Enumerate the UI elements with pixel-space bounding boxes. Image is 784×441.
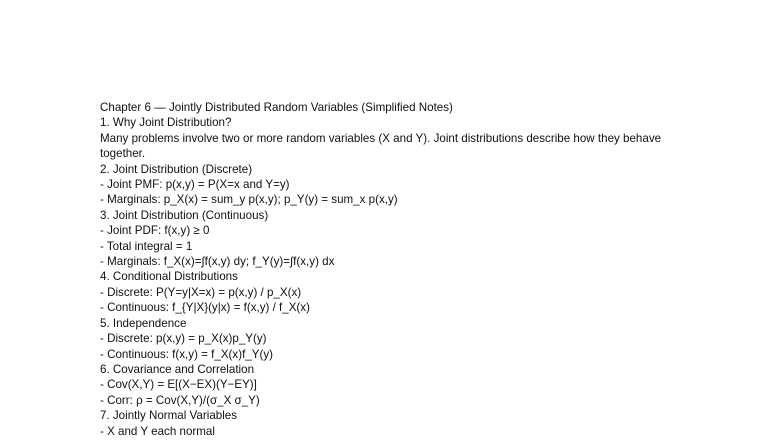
section-heading: 3. Joint Distribution (Continuous) <box>100 208 269 222</box>
list-item: - Discrete: p(x,y) = p_X(x)p_Y(y) <box>100 332 267 346</box>
list-item: - Continuous: f_{Y|X}(y|x) = f(x,y) / f_X(x) <box>100 301 310 315</box>
list-item: - Discrete: P(Y=y|X=x) = p(x,y) / p_X(x) <box>100 285 302 299</box>
section-paragraph: Many problems involve two or more random variables (X and Y). Joint distributions describe how they behave together. <box>100 131 662 161</box>
list-item: - X and Y each normal <box>100 424 215 438</box>
list-item: - Marginals: f_X(x)=∫f(x,y) dy; f_Y(y)=∫f(x,y) dx <box>100 255 335 269</box>
list-item: - Corr: ρ = Cov(X,Y)/(σ_X σ_Y) <box>100 393 260 407</box>
section-heading: 5. Independence <box>100 316 187 330</box>
list-item: - Cov(X,Y) = E[(X−EX)(Y−EY)] <box>100 378 257 392</box>
section-heading: 6. Covariance and Correlation <box>100 362 255 376</box>
notes-content <box>100 100 700 439</box>
section-heading: 1. Why Joint Distribution? <box>100 116 232 130</box>
document-title: Chapter 6 — Jointly Distributed Random Variables (Simplified Notes) <box>100 101 453 114</box>
section-heading: 4. Conditional Distributions <box>100 270 238 284</box>
section-heading: 7. Jointly Normal Variables <box>100 409 238 423</box>
section-heading: 2. Joint Distribution (Discrete) <box>100 162 253 176</box>
list-item: - Continuous: f(x,y) = f_X(x)f_Y(y) <box>100 347 273 361</box>
list-item: - Joint PDF: f(x,y) ≥ 0 <box>100 224 210 238</box>
list-item: - Joint PMF: p(x,y) = P(X=x and Y=y) <box>100 178 290 192</box>
list-item: - Total integral = 1 <box>100 239 193 253</box>
list-item: - Marginals: p_X(x) = sum_y p(x,y); p_Y(y) = sum_x p(x,y) <box>100 193 398 207</box>
